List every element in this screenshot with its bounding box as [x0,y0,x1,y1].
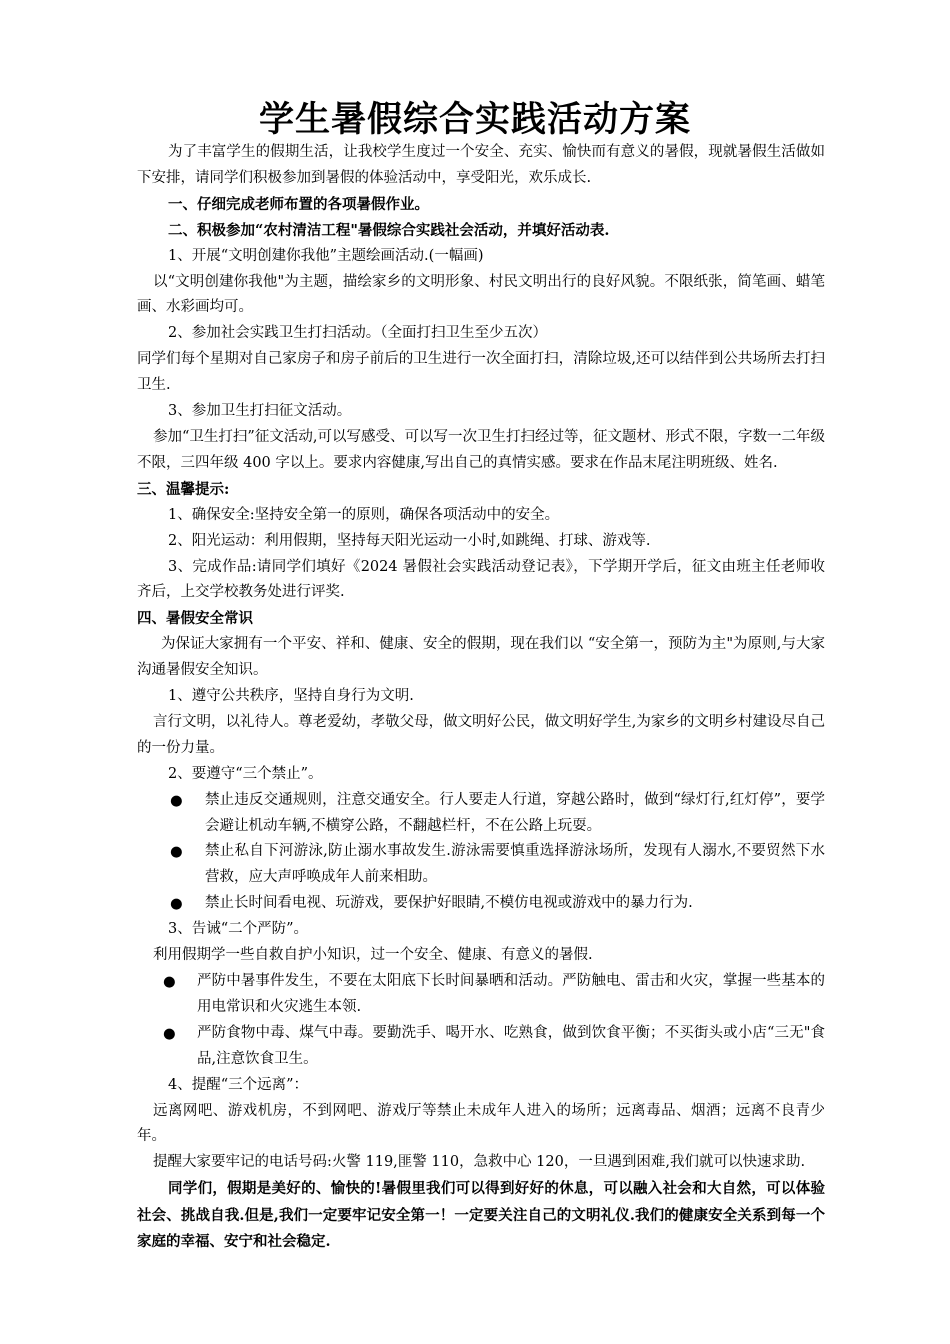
section-heading-4: 四、暑假安全常识 [137,610,253,628]
activity-3-title: 3、参加卫生打扫征文活动。 [168,403,352,420]
bullet-icon: ● [170,791,183,809]
activity-2-title: 2、参加社会实践卫生打扫活动。（全面打扫卫生至少五次） [168,325,547,342]
bullet-icon: ● [163,1024,176,1042]
emergency-numbers: 提醒大家要牢记的电话号码:火警 119,匪警 110，急救中心 120，一旦遇到困难,我们就可以快速求助. [153,1154,806,1171]
bullet-icon: ● [163,973,176,990]
safety-item-4-title: 4、提醒“三个远离”： [168,1076,309,1093]
safety-item-3-title: 3、告诫“二个严防”。 [168,921,309,938]
activity-3-body: 参加“卫生打扫”征文活动,可以写感受、可以写一次卫生打扫经过等，征文题材、形式不限，字数一二年级不限，三四年级 400 字以上。要求内容健康,写出自己的真情实感。要求在作品末尾注明班级、姓名. [137,428,825,471]
list-item [137,891,825,917]
closing-paragraph: 同学们，假期是美好的、愉快的!暑假里我们可以得到好好的休息，可以融入社会和大自然，可以体验社会、挑战自我.但是,我们一定要牢记安全第一！一定要关注自己的文明礼仪.我们的健康安全关系到每一个家庭的幸福、安宁和社会稳定. [137,1180,825,1251]
safety-item-2-title: 2、要遵守“三个禁止”。 [168,765,323,782]
list-item [137,969,825,1021]
tip-1: 1、确保安全:坚持安全第一的原则，确保各项活动中的安全。 [168,506,560,523]
safety-item-3-body: 利用假期学一些自救自护小知识，过一个安全、健康、有意义的暑假. [153,947,593,964]
list-item [137,1021,825,1073]
list-item-text: 严防中暑事件发生，不要在太阳底下长时间暴晒和活动。严防触电、雷击和火灾，掌握一些基本的用电常识和火灾逃生本领. [197,973,825,1015]
activity-1-title: 1、开展“文明创建你我他”主题绘画活动.(一幅画) [168,247,484,264]
tip-2: 2、阳光运动：利用假期，坚持每天阳光运动一小时,如跳绳、打球、游戏等. [168,532,651,549]
bullet-icon: ● [170,843,183,861]
activity-2-body: 同学们每个星期对自己家房子和房子前后的卫生进行一次全面打扫，清除垃圾,还可以结伴到公共场所去打扫卫生. [137,351,825,394]
section-heading-1: 一、仔细完成老师布置的各项暑假作业。 [168,195,429,213]
safety-item-1-body: 言行文明，以礼待人。尊老爱幼，孝敬父母，做文明好公民，做文明好学生,为家乡的文明乡村建设尽自己的一份力量。 [137,713,825,756]
document-body [137,140,825,1256]
list-item-text: 严防食物中毒、煤气中毒。要勤洗手、喝开水、吃熟食，做到饮食平衡；不买街头或小店“三无"食品,注意饮食卫生。 [197,1024,825,1067]
list-item-text: 禁止私自下河游泳,防止溺水事故发生.游泳需要慎重选择游泳场所，发现有人溺水,不要贸然下水营救，应大声呼唤成年人前来相助。 [205,843,825,886]
section-heading-3: 三、温馨提示: [137,480,230,498]
activity-1-body: 以“文明创建你我他"为主题，描绘家乡的文明形象、村民文明出行的良好风貌。不限纸张，简笔画、蜡笔画、水彩画均可。 [137,273,826,316]
safety-item-1-title: 1、遵守公共秩序，坚持自身行为文明. [168,688,414,705]
document-title: 学生暑假综合实践活动方案 [258,100,691,140]
list-item-text: 禁止长时间看电视、玩游戏，要保护好眼睛,不模仿电视或游戏中的暴力行为. [205,895,693,912]
list-item-text: 禁止违反交通规则，注意交通安全。行人要走人行道，穿越公路时，做到“绿灯行,红灯停”，要学会避让机动车辆,不横穿公路，不翻越栏杆，不在公路上玩耍。 [205,791,825,834]
safety-intro: 为保证大家拥有一个平安、祥和、健康、安全的假期，现在我们以 “安全第一，预防为主"为原则,与大家沟通暑假安全知识。 [137,636,825,679]
list-item [137,839,825,891]
section-heading-2: 二、积极参加“农村清洁工程"暑假综合实践社会活动，并填好活动表. [168,221,610,239]
list-item [137,788,825,840]
intro-paragraph: 为了丰富学生的假期生活，让我校学生度过一个安全、充实、愉快而有意义的暑假，现就暑假生活做如下安排，请同学们积极参加到暑假的体验活动中，享受阳光，欢乐成长. [137,144,825,186]
safety-item-4-body: 远离网吧、游戏机房，不到网吧、游戏厅等禁止未成年人进入的场所；远离毒品、烟酒；远离不良青少年。 [137,1102,825,1145]
bullet-icon: ● [170,895,183,913]
tip-3: 3、完成作品:请同学们填好《2024 暑假社会实践活动登记表》，下学期开学后，征文由班主任老师收齐后，上交学校教务处进行评奖. [137,558,825,601]
